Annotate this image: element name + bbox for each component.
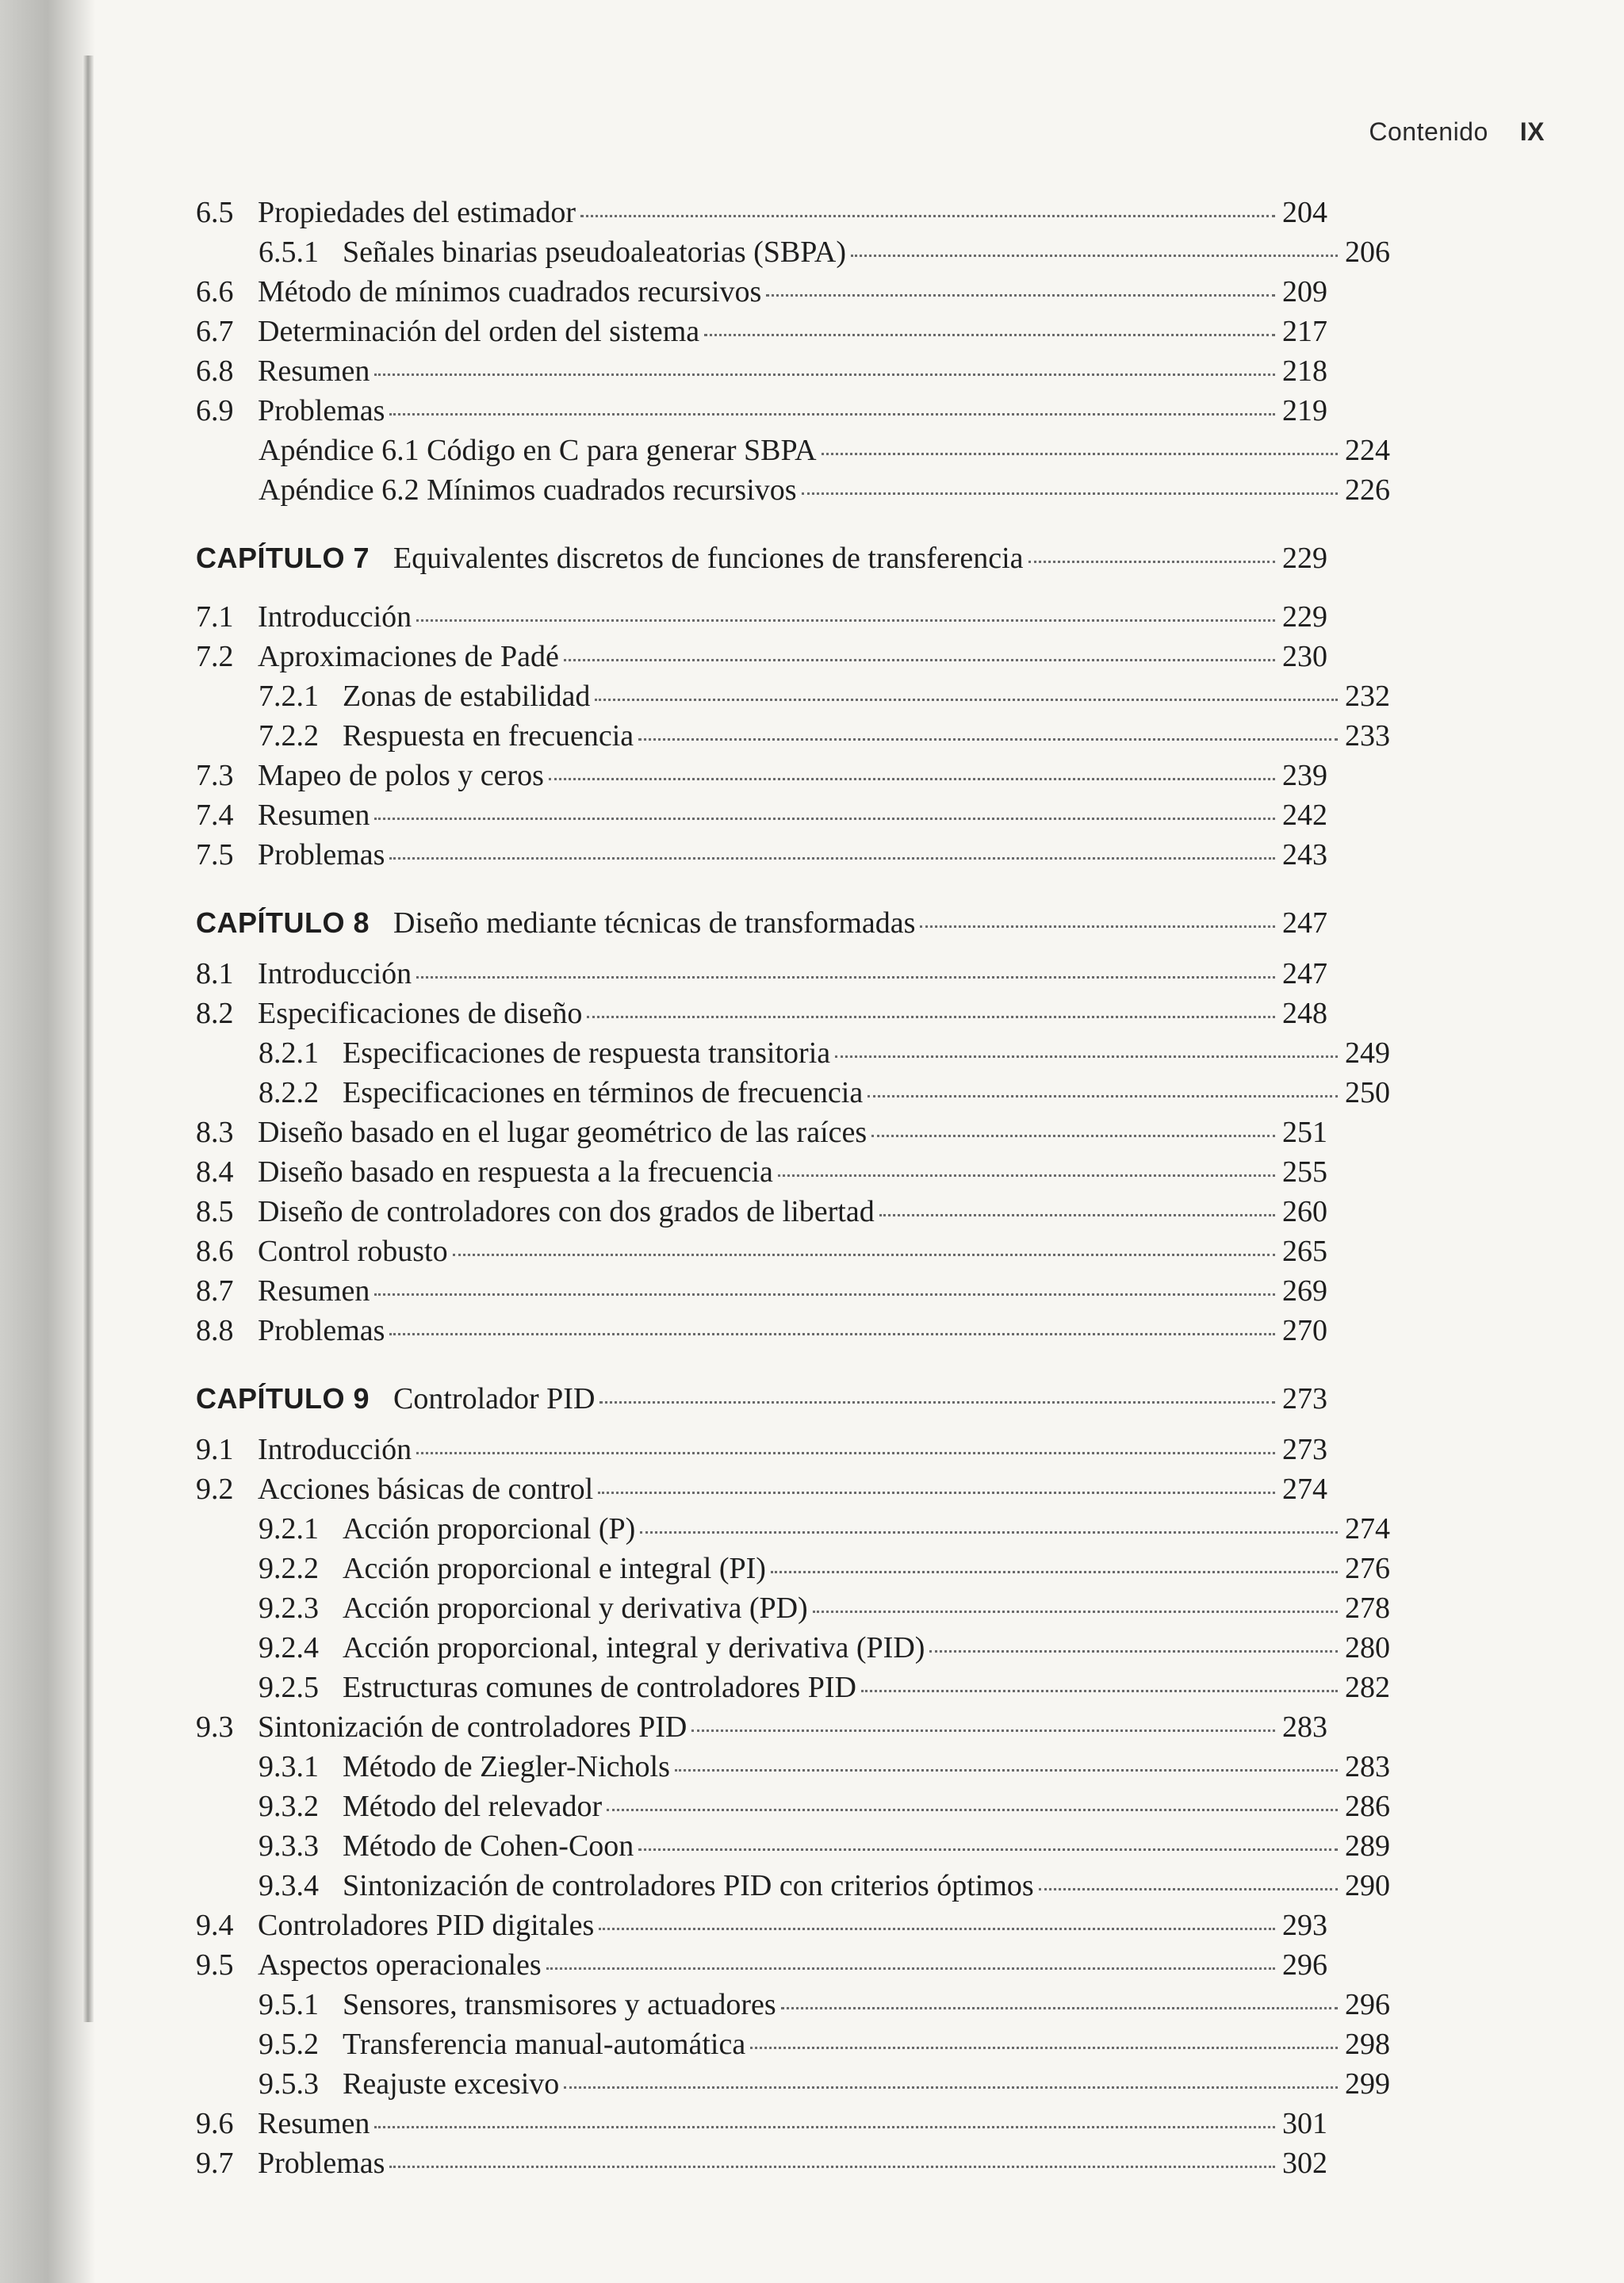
page-number: 255	[1282, 1155, 1327, 1189]
section-number: 6.5	[196, 196, 234, 229]
leader-dots	[564, 659, 1275, 661]
section-title: Especificaciones de diseño	[258, 997, 583, 1030]
toc-entry-row	[196, 836, 1327, 874]
section-number: 6.5.1	[259, 236, 319, 269]
section-number: 7.1	[196, 600, 234, 634]
toc-entry-row	[196, 193, 1327, 232]
header-page-number: IX	[1519, 117, 1545, 146]
toc-entry-row	[196, 431, 1390, 469]
section-title: Sensores, transmisores y actuadores	[343, 1988, 776, 2021]
leader-dots	[781, 2007, 1338, 2009]
toc-entry-row	[196, 2065, 1390, 2103]
section-title: Control robusto	[258, 1235, 448, 1268]
section-number: 9.2.4	[259, 1631, 319, 1664]
page-number: 278	[1345, 1592, 1390, 1625]
toc-entry-row	[196, 312, 1327, 350]
running-title: Contenido	[1369, 117, 1488, 146]
page-number: 243	[1282, 838, 1327, 871]
leader-dots	[851, 255, 1338, 257]
page-number: 251	[1282, 1116, 1327, 1149]
leader-dots	[389, 1333, 1275, 1335]
page-number: 224	[1345, 434, 1390, 467]
section-number: 6.6	[196, 275, 234, 308]
page-number: 286	[1345, 1790, 1390, 1823]
section-number: 9.3.3	[259, 1829, 319, 1863]
leader-dots	[389, 413, 1275, 416]
section-title: Transferencia manual-automática	[343, 2028, 746, 2061]
toc-entry-row	[196, 471, 1390, 509]
section-number: 6.8	[196, 354, 234, 388]
page-number: 230	[1282, 640, 1327, 673]
toc-entry-row	[196, 796, 1327, 834]
section-title: Acciones básicas de control	[258, 1473, 594, 1506]
section-title: Señales binarias pseudoaleatorias (SBPA)	[343, 236, 846, 269]
section-number: 9.3.1	[259, 1750, 319, 1783]
page-number: 218	[1282, 354, 1327, 388]
section-number: 9.5.2	[259, 2028, 319, 2061]
leader-dots	[416, 976, 1275, 979]
leader-dots	[675, 1769, 1338, 1772]
section-title: Acción proporcional (P)	[343, 1512, 636, 1546]
page-number: 274	[1282, 1473, 1327, 1506]
leader-dots	[595, 699, 1338, 701]
page-number: 273	[1282, 1433, 1327, 1466]
leader-dots	[920, 925, 1275, 928]
page-number: 229	[1282, 542, 1327, 575]
section-title: Acción proporcional e integral (PI)	[343, 1552, 766, 1585]
section-number: 9.1	[196, 1433, 234, 1466]
section-title: Controladores PID digitales	[258, 1909, 595, 1942]
toc-entry-row	[196, 1510, 1390, 1548]
leader-dots	[929, 1650, 1338, 1653]
leader-dots	[638, 738, 1338, 741]
toc-entry-row	[196, 598, 1327, 636]
section-number: 9.2.1	[259, 1512, 319, 1546]
section-number: 9.2.5	[259, 1671, 319, 1704]
page-number: 250	[1345, 1076, 1390, 1109]
section-number: 8.5	[196, 1195, 234, 1228]
page-number: 229	[1282, 600, 1327, 634]
leader-dots	[778, 1174, 1275, 1177]
page-number: 270	[1282, 1314, 1327, 1347]
section-number: 9.5.3	[259, 2067, 319, 2101]
leader-dots	[416, 1452, 1275, 1454]
section-title: Especificaciones de respuesta transitoria	[343, 1036, 831, 1070]
section-title: Método de Cohen-Coon	[343, 1829, 634, 1863]
toc-entry-row	[196, 638, 1327, 676]
section-title: Problemas	[258, 2147, 385, 2180]
toc-entry-row	[196, 1668, 1390, 1707]
section-title: Problemas	[258, 394, 385, 427]
section-number: 9.6	[196, 2107, 234, 2140]
toc-entry-row	[196, 1867, 1390, 1905]
leader-dots	[822, 453, 1338, 455]
page-number: 247	[1282, 957, 1327, 990]
toc-entry-row	[196, 1074, 1390, 1112]
toc-entry-row	[196, 1986, 1390, 2024]
leader-dots	[802, 492, 1338, 495]
chapter-title: Diseño mediante técnicas de transformadas	[393, 906, 916, 940]
section-title: Introducción	[258, 600, 412, 634]
section-number: 8.8	[196, 1314, 234, 1347]
toc-entry-row	[196, 1708, 1327, 1746]
section-number: 9.3.2	[259, 1790, 319, 1823]
section-number: 8.1	[196, 957, 234, 990]
toc-entry-row	[196, 1549, 1390, 1588]
toc-entry-row	[196, 955, 1327, 993]
section-title: Aspectos operacionales	[258, 1948, 542, 1982]
page-number: 293	[1282, 1909, 1327, 1942]
leader-dots	[580, 215, 1275, 217]
toc-entry-row	[196, 1589, 1390, 1627]
leader-dots	[416, 619, 1275, 622]
book-binding-shadow	[0, 0, 95, 2283]
section-number: 8.4	[196, 1155, 234, 1189]
section-number: 9.7	[196, 2147, 234, 2180]
chapter-title: Equivalentes discretos de funciones de transferencia	[393, 542, 1024, 575]
page-number: 248	[1282, 997, 1327, 1030]
toc-entry-row	[196, 233, 1390, 271]
section-number: 9.3	[196, 1710, 234, 1744]
section-number: 6.9	[196, 394, 234, 427]
leader-dots	[546, 1967, 1275, 1970]
leader-dots	[599, 1928, 1275, 1930]
section-number: 7.3	[196, 759, 234, 792]
chapter-label: CAPÍTULO 8	[196, 906, 370, 939]
section-title: Acción proporcional, integral y derivativa (PID)	[343, 1631, 925, 1664]
section-title: Resumen	[258, 354, 370, 388]
section-number: 9.5.1	[259, 1988, 319, 2021]
toc-entry-row	[196, 1906, 1327, 1944]
leader-dots	[861, 1690, 1338, 1692]
leader-dots	[771, 1571, 1338, 1573]
toc-entry-row	[196, 2105, 1327, 2143]
section-title: Sintonización de controladores PID con criterios óptimos	[343, 1869, 1034, 1902]
section-title: Apéndice 6.2 Mínimos cuadrados recursivos	[259, 473, 797, 507]
leader-dots	[640, 1531, 1338, 1534]
toc-entry-row	[196, 1946, 1327, 1984]
section-title: Mapeo de polos y ceros	[258, 759, 544, 792]
page-number: 226	[1345, 473, 1390, 507]
section-title: Diseño basado en respuesta a la frecuencia	[258, 1155, 773, 1189]
toc-entry-row	[196, 1232, 1327, 1270]
section-number: 8.6	[196, 1235, 234, 1268]
page-number: 276	[1345, 1552, 1390, 1585]
leader-dots	[750, 2047, 1338, 2049]
section-number: 8.2	[196, 997, 234, 1030]
leader-dots	[607, 1809, 1338, 1811]
leader-dots	[374, 2126, 1275, 2128]
toc-entry-row	[196, 1034, 1390, 1072]
page-number: 290	[1345, 1869, 1390, 1902]
leader-dots	[835, 1055, 1338, 1058]
leader-dots	[453, 1254, 1275, 1256]
section-number: 8.2.1	[259, 1036, 319, 1070]
leader-dots	[691, 1729, 1275, 1732]
section-title: Resumen	[258, 1274, 370, 1308]
page-number: 296	[1282, 1948, 1327, 1982]
section-number: 9.3.4	[259, 1869, 319, 1902]
toc-chapter-row	[196, 1380, 1327, 1418]
toc-entry-row	[196, 1827, 1390, 1865]
page-number: 298	[1345, 2028, 1390, 2061]
page-number: 296	[1345, 1988, 1390, 2021]
section-title: Método de mínimos cuadrados recursivos	[258, 275, 762, 308]
leader-dots	[1028, 561, 1275, 563]
section-title: Resumen	[258, 2107, 370, 2140]
toc-entry-row	[196, 1113, 1327, 1151]
leader-dots	[374, 1293, 1275, 1296]
leader-dots	[587, 1016, 1275, 1018]
leader-dots	[871, 1135, 1275, 1137]
toc-entry-row	[196, 392, 1327, 430]
section-number: 9.2.2	[259, 1552, 319, 1585]
page-number: 301	[1282, 2107, 1327, 2140]
section-title: Estructuras comunes de controladores PID	[343, 1671, 856, 1704]
toc-entry-row	[196, 1787, 1390, 1825]
section-title: Método del relevador	[343, 1790, 603, 1823]
section-title: Diseño basado en el lugar geométrico de las raíces	[258, 1116, 868, 1149]
section-title: Apéndice 6.1 Código en C para generar SBPA	[259, 434, 817, 467]
toc-entry-row	[196, 677, 1390, 715]
leader-dots	[389, 857, 1275, 860]
page-number: 274	[1345, 1512, 1390, 1546]
leader-dots	[598, 1492, 1275, 1494]
toc-entry-row	[196, 2144, 1327, 2182]
section-title: Resumen	[258, 799, 370, 832]
section-number: 6.7	[196, 315, 234, 348]
section-number: 7.4	[196, 799, 234, 832]
toc-entry-row	[196, 1470, 1327, 1508]
section-number: 8.2.2	[259, 1076, 319, 1109]
leader-dots	[599, 1401, 1275, 1404]
toc-entry-row	[196, 1193, 1327, 1231]
page-number: 204	[1282, 196, 1327, 229]
chapter-title: Controlador PID	[393, 1382, 596, 1415]
page-number: 282	[1345, 1671, 1390, 1704]
chapter-label: CAPÍTULO 7	[196, 542, 370, 574]
toc-entry-row	[196, 717, 1390, 755]
page-number: 206	[1345, 236, 1390, 269]
section-number: 7.5	[196, 838, 234, 871]
section-title: Método de Ziegler-Nichols	[343, 1750, 670, 1783]
page-number: 247	[1282, 906, 1327, 940]
running-header	[1369, 117, 1545, 147]
leader-dots	[389, 2166, 1275, 2168]
section-number: 9.2.3	[259, 1592, 319, 1625]
leader-dots	[374, 818, 1275, 820]
page-number: 269	[1282, 1274, 1327, 1308]
leader-dots	[638, 1848, 1338, 1851]
section-number: 8.7	[196, 1274, 234, 1308]
page-number: 283	[1282, 1710, 1327, 1744]
section-title: Introducción	[258, 1433, 412, 1466]
toc-entry-row	[196, 2025, 1390, 2063]
page-number: 260	[1282, 1195, 1327, 1228]
section-title: Diseño de controladores con dos grados de libertad	[258, 1195, 875, 1228]
leader-dots	[879, 1214, 1275, 1216]
section-title: Especificaciones en términos de frecuencia	[343, 1076, 864, 1109]
section-title: Aproximaciones de Padé	[258, 640, 559, 673]
toc-entry-row	[196, 273, 1327, 311]
page-number: 217	[1282, 315, 1327, 348]
toc-entry-row	[196, 352, 1327, 390]
section-number: 9.4	[196, 1909, 234, 1942]
leader-dots	[868, 1095, 1338, 1097]
section-number: 8.3	[196, 1116, 234, 1149]
section-title: Problemas	[258, 1314, 385, 1347]
page-number: 233	[1345, 719, 1390, 753]
toc-entry-row	[196, 1629, 1390, 1667]
toc-entry-row	[196, 1748, 1390, 1786]
page-number: 289	[1345, 1829, 1390, 1863]
section-number: 7.2	[196, 640, 234, 673]
leader-dots	[549, 778, 1275, 780]
toc-entry-row	[196, 1153, 1327, 1191]
page-number: 280	[1345, 1631, 1390, 1664]
section-number: 7.2.1	[259, 680, 319, 713]
section-number: 9.2	[196, 1473, 234, 1506]
toc-entry-row	[196, 1431, 1327, 1469]
page-number: 242	[1282, 799, 1327, 832]
section-title: Sintonización de controladores PID	[258, 1710, 688, 1744]
section-title: Determinación del orden del sistema	[258, 315, 700, 348]
toc-entry-row	[196, 994, 1327, 1032]
toc-chapter-row	[196, 904, 1327, 942]
toc-entry-row	[196, 757, 1327, 795]
page-number: 299	[1345, 2067, 1390, 2101]
section-title: Problemas	[258, 838, 385, 871]
chapter-label: CAPÍTULO 9	[196, 1382, 370, 1415]
leader-dots	[813, 1611, 1338, 1613]
section-title: Respuesta en frecuencia	[343, 719, 634, 753]
page-number: 219	[1282, 394, 1327, 427]
page-number: 249	[1345, 1036, 1390, 1070]
page-number: 232	[1345, 680, 1390, 713]
section-title: Acción proporcional y derivativa (PD)	[343, 1592, 808, 1625]
section-title: Zonas de estabilidad	[343, 680, 591, 713]
toc-chapter-row	[196, 539, 1327, 577]
book-gutter-line	[82, 56, 94, 2022]
section-title: Reajuste excesivo	[343, 2067, 560, 2101]
leader-dots	[374, 373, 1275, 376]
toc-entry-row	[196, 1272, 1327, 1310]
page-number: 239	[1282, 759, 1327, 792]
page-number: 265	[1282, 1235, 1327, 1268]
page-number: 302	[1282, 2147, 1327, 2180]
leader-dots	[1039, 1888, 1338, 1890]
toc-entry-row	[196, 1312, 1327, 1350]
section-title: Introducción	[258, 957, 412, 990]
leader-dots	[564, 2086, 1338, 2089]
page-number: 283	[1345, 1750, 1390, 1783]
page-number: 273	[1282, 1382, 1327, 1415]
section-number: 9.5	[196, 1948, 234, 1982]
leader-dots	[704, 334, 1275, 336]
section-title: Propiedades del estimador	[258, 196, 576, 229]
page-number: 209	[1282, 275, 1327, 308]
leader-dots	[766, 294, 1275, 297]
section-number: 7.2.2	[259, 719, 319, 753]
